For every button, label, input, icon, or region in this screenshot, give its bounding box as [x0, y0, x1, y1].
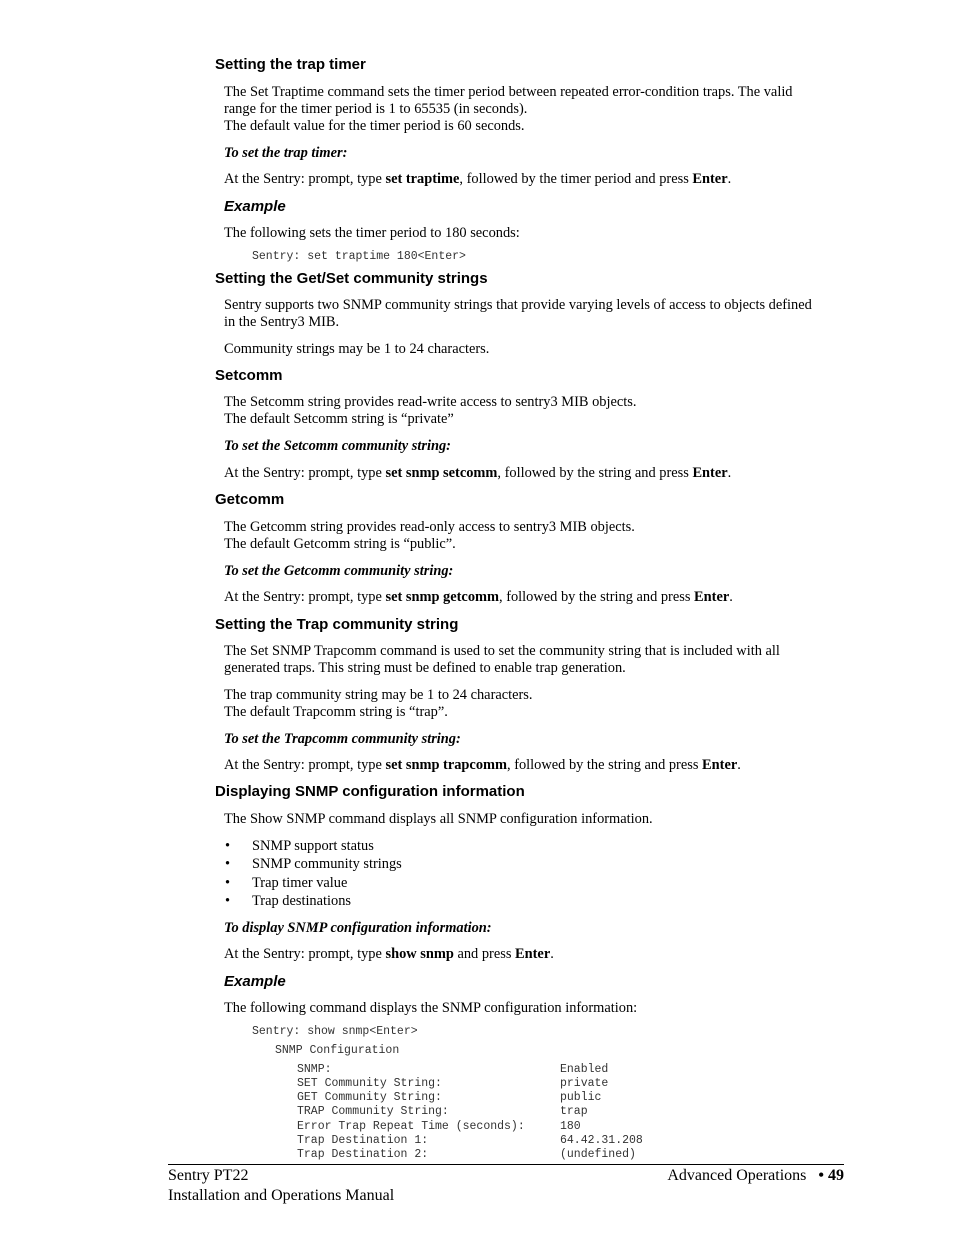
- step-text: At the Sentry: prompt, type: [224, 171, 386, 187]
- step-text: , followed by the string and press: [507, 757, 703, 773]
- key-text: Enter: [692, 465, 728, 481]
- community-length-note: Community strings may be 1 to 24 characters.: [224, 341, 490, 357]
- page-number: 49: [828, 1167, 844, 1184]
- text-line: The default Getcomm string is “public”.: [224, 536, 456, 552]
- step-text: At the Sentry: prompt, type: [224, 946, 386, 962]
- procedure-step-trap-timer: [224, 171, 844, 188]
- text-line: The trap community string may be 1 to 24 characters.: [224, 687, 533, 703]
- step-text: At the Sentry: prompt, type: [224, 465, 386, 481]
- text-line: Sentry supports two SNMP community strings that provide varying levels of access to objects defined: [224, 297, 812, 313]
- step-text: , followed by the string and press: [497, 465, 693, 481]
- footer-page-info: [667, 1166, 844, 1186]
- config-value: trap: [560, 1105, 588, 1118]
- procedure-title-trap-timer: To set the trap timer:: [224, 145, 348, 161]
- trapcomm-defaults: [224, 687, 844, 721]
- code-example-show-snmp: Sentry: show snmp<Enter>: [252, 1025, 418, 1038]
- config-label: Error Trap Repeat Time (seconds):: [297, 1120, 525, 1133]
- setcomm-description: [224, 394, 844, 428]
- bullet-icon: •: [225, 892, 231, 909]
- text-line: The Getcomm string provides read-only access to sentry3 MIB objects.: [224, 519, 635, 535]
- bullet-icon: •: [225, 856, 231, 873]
- key-text: Enter: [702, 757, 738, 773]
- example-heading: Example: [224, 198, 286, 215]
- text-line: The Set Traptime command sets the timer period between repeated error-condition traps. The valid: [224, 84, 793, 100]
- footer-rule: [168, 1164, 844, 1165]
- step-text: .: [729, 589, 733, 605]
- text-line: range for the timer period is 1 to 65535 (in seconds).: [224, 101, 528, 117]
- text-line: in the Sentry3 MIB.: [224, 314, 340, 330]
- list-item: [224, 837, 402, 855]
- footer-separator: •: [818, 1167, 824, 1184]
- config-value: private: [560, 1077, 609, 1090]
- section-heading-getcomm: Getcomm: [215, 491, 285, 508]
- command-text: set snmp setcomm: [385, 465, 498, 481]
- section-heading-community-strings: Setting the Get/Set community strings: [215, 270, 488, 287]
- community-description: [224, 297, 844, 331]
- list-item: [224, 855, 402, 873]
- config-label: Trap Destination 2:: [297, 1148, 429, 1161]
- text-line: The Set SNMP Trapcomm command is used to set the community string that is included with all: [224, 643, 780, 659]
- list-item-text: SNMP community strings: [252, 856, 402, 873]
- procedure-step-setcomm: [224, 465, 844, 482]
- key-text: Enter: [515, 946, 551, 962]
- key-text: Enter: [694, 589, 730, 605]
- example-description: The following command displays the SNMP configuration information:: [224, 1000, 638, 1016]
- config-label: SET Community String:: [297, 1077, 442, 1090]
- section-heading-trap-community: Setting the Trap community string: [215, 616, 459, 633]
- step-text: .: [727, 171, 732, 187]
- example-heading: Example: [224, 973, 286, 990]
- config-label: SNMP:: [297, 1063, 332, 1076]
- bullet-icon: •: [225, 874, 231, 891]
- procedure-step-getcomm: [224, 589, 844, 606]
- step-text: .: [727, 465, 732, 481]
- section-heading-setcomm: Setcomm: [215, 367, 283, 384]
- text-line: The default value for the timer period is 60 seconds.: [224, 118, 525, 134]
- list-item-text: Trap destinations: [252, 892, 352, 909]
- procedure-title-trapcomm: To set the Trapcomm community string:: [224, 731, 461, 747]
- footer-product: Sentry PT22: [168, 1167, 249, 1184]
- list-item: [224, 874, 402, 892]
- getcomm-description: [224, 519, 844, 553]
- footer-manual-title: Installation and Operations Manual: [168, 1187, 395, 1204]
- procedure-title-setcomm: To set the Setcomm community string:: [224, 438, 451, 454]
- step-text: At the Sentry: prompt, type: [224, 589, 386, 605]
- config-label: GET Community String:: [297, 1091, 442, 1104]
- trap-timer-description: [224, 84, 844, 135]
- procedure-step-trapcomm: [224, 757, 844, 774]
- command-text: set snmp getcomm: [385, 589, 499, 605]
- step-text: , followed by the timer period and press: [459, 171, 693, 187]
- section-heading-trap-timer: Setting the trap timer: [215, 56, 366, 73]
- bullet-icon: •: [225, 838, 231, 854]
- step-text: At the Sentry: prompt, type: [224, 757, 386, 773]
- text-line: The Setcomm string provides read-write access to sentry3 MIB objects.: [224, 394, 637, 410]
- code-example-traptime: Sentry: set traptime 180<Enter>: [252, 250, 466, 263]
- example-description: The following sets the timer period to 180 seconds:: [224, 225, 520, 241]
- step-text: and press: [453, 946, 516, 962]
- procedure-title-getcomm: To set the Getcomm community string:: [224, 563, 454, 579]
- code-output-title: SNMP Configuration: [275, 1044, 400, 1057]
- command-text: set traptime: [385, 171, 460, 187]
- config-value: 64.42.31.208: [560, 1134, 643, 1147]
- command-text: set snmp trapcomm: [385, 757, 507, 773]
- list-item: [224, 892, 402, 910]
- procedure-title-display-snmp: To display SNMP configuration information:: [224, 920, 492, 936]
- key-text: Enter: [692, 171, 728, 187]
- config-label: TRAP Community String:: [297, 1105, 449, 1118]
- config-value: public: [560, 1091, 602, 1104]
- procedure-step-display-snmp: [224, 946, 844, 963]
- text-line: The default Trapcomm string is “trap”.: [224, 704, 448, 720]
- text-line: The default Setcomm string is “private”: [224, 411, 454, 427]
- footer-chapter: Advanced Operations: [667, 1167, 807, 1184]
- config-label: Trap Destination 1:: [297, 1134, 429, 1147]
- display-snmp-description: The Show SNMP command displays all SNMP configuration information.: [224, 811, 653, 827]
- config-value: (undefined): [560, 1148, 636, 1161]
- text-line: generated traps. This string must be defined to enable trap generation.: [224, 660, 626, 676]
- trapcomm-description: [224, 643, 844, 677]
- list-item-text: Trap timer value: [252, 874, 348, 891]
- list-item-text: SNMP support status: [252, 838, 374, 854]
- config-value: Enabled: [560, 1063, 609, 1076]
- config-value: 180: [560, 1120, 581, 1133]
- step-text: .: [550, 946, 554, 962]
- section-heading-display-snmp: Displaying SNMP configuration information: [215, 783, 525, 800]
- step-text: , followed by the string and press: [499, 589, 695, 605]
- snmp-info-list: [224, 837, 402, 910]
- step-text: .: [737, 757, 741, 773]
- command-text: show snmp: [385, 946, 454, 962]
